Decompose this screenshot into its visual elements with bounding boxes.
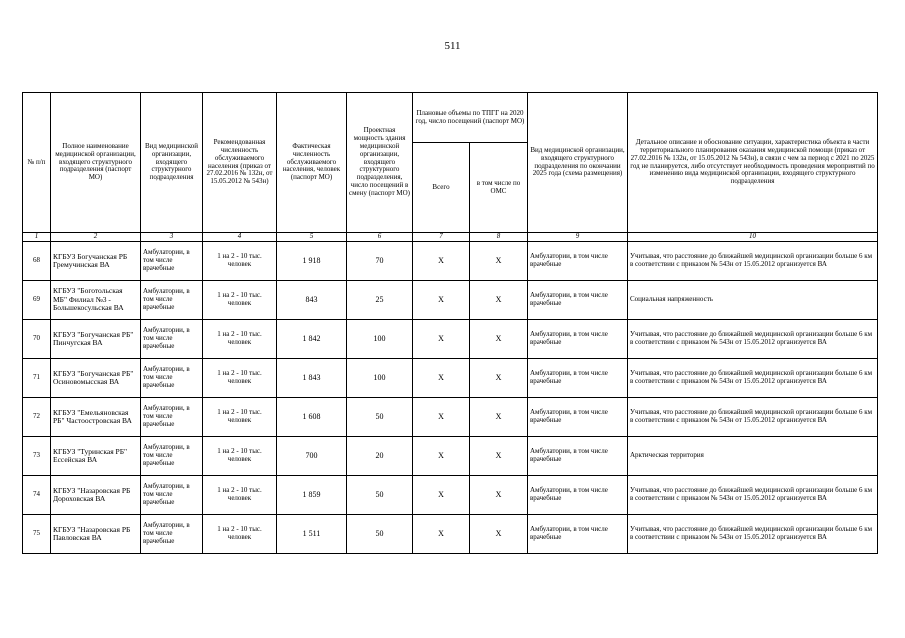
column-index: 5 (277, 233, 347, 242)
cell-actual: 1 842 (277, 320, 347, 359)
cell-description: Учитывая, что расстояние до ближайшей медицинской организации больше 6 км в соответствии с приказом № 543н от 15.05.2012 организуется ВА (628, 398, 878, 437)
cell-capacity: 50 (347, 476, 413, 515)
cell-kind: Амбулатории, в том числе врачебные (141, 242, 203, 281)
cell-recommended: 1 на 2 - 10 тыс. человек (203, 476, 277, 515)
cell-num: 68 (23, 242, 51, 281)
cell-recommended: 1 на 2 - 10 тыс. человек (203, 398, 277, 437)
cell-recommended: 1 на 2 - 10 тыс. человек (203, 281, 277, 320)
cell-description: Социальная напряженность (628, 281, 878, 320)
cell-description: Учитывая, что расстояние до ближайшей медицинской организации больше 6 км в соответствии с приказом № 543н от 15.05.2012 организуется ВА (628, 515, 878, 554)
cell-oms: X (470, 476, 528, 515)
cell-actual: 1 918 (277, 242, 347, 281)
cell-total: X (413, 398, 470, 437)
cell-kind: Амбулатории, в том числе врачебные (141, 515, 203, 554)
cell-total: X (413, 359, 470, 398)
organizations-table (22, 92, 878, 554)
cell-oms: X (470, 281, 528, 320)
cell-recommended: 1 на 2 - 10 тыс. человек (203, 320, 277, 359)
cell-kind-2025: Амбулатории, в том числе врачебные (528, 320, 628, 359)
cell-capacity: 70 (347, 242, 413, 281)
cell-recommended: 1 на 2 - 10 тыс. человек (203, 515, 277, 554)
column-index: 10 (628, 233, 878, 242)
cell-recommended: 1 на 2 - 10 тыс. человек (203, 242, 277, 281)
cell-name: КГБУЗ "Емельяновская РБ" Частоостровская ВА (51, 398, 141, 437)
cell-description: Учитывая, что расстояние до ближайшей медицинской организации больше 6 км в соответствии с приказом № 543н от 15.05.2012 организуется ВА (628, 320, 878, 359)
cell-description: Учитывая, что расстояние до ближайшей медицинской организации больше 6 км в соответствии с приказом № 543н от 15.05.2012 организуется ВА (628, 242, 878, 281)
cell-actual: 843 (277, 281, 347, 320)
cell-capacity: 50 (347, 515, 413, 554)
cell-total: X (413, 281, 470, 320)
table-row (23, 242, 878, 281)
cell-num: 71 (23, 359, 51, 398)
cell-total: X (413, 515, 470, 554)
cell-recommended: 1 на 2 - 10 тыс. человек (203, 359, 277, 398)
table-row (23, 476, 878, 515)
cell-name: КГБУЗ "Богучанская РБ" Осиновомысская ВА (51, 359, 141, 398)
cell-capacity: 20 (347, 437, 413, 476)
header-recommended: Рекомендованная численность обслуживаемого населения (приказ от 27.02.2016 № 132н, от 15.05.2012 № 543н) (203, 93, 277, 233)
cell-oms: X (470, 398, 528, 437)
cell-kind: Амбулатории, в том числе врачебные (141, 281, 203, 320)
header-name: Полное наименование медицинской организации, входящего структурного подразделения (паспорт МО) (51, 93, 141, 233)
cell-kind-2025: Амбулатории, в том числе врачебные (528, 437, 628, 476)
cell-oms: X (470, 437, 528, 476)
cell-kind-2025: Амбулатории, в том числе врачебные (528, 281, 628, 320)
cell-capacity: 25 (347, 281, 413, 320)
cell-kind-2025: Амбулатории, в том числе врачебные (528, 476, 628, 515)
cell-kind: Амбулатории, в том числе врачебные (141, 320, 203, 359)
table-row (23, 281, 878, 320)
column-index: 1 (23, 233, 51, 242)
column-index: 2 (51, 233, 141, 242)
cell-num: 70 (23, 320, 51, 359)
column-index: 8 (470, 233, 528, 242)
cell-capacity: 100 (347, 359, 413, 398)
cell-total: X (413, 437, 470, 476)
cell-name: КГБУЗ "Боготольская МБ" Филиал №3 - Большекосульская ВА (51, 281, 141, 320)
cell-name: КГБУЗ "Назаровская РБ Павловская ВА (51, 515, 141, 554)
header-capacity: Проектная мощность здания медицинской организации, входящего структурного подразделения, число посещений в смену (паспорт МО) (347, 93, 413, 233)
cell-num: 69 (23, 281, 51, 320)
table-row (23, 515, 878, 554)
table-row (23, 398, 878, 437)
cell-total: X (413, 476, 470, 515)
cell-kind: Амбулатории, в том числе врачебные (141, 476, 203, 515)
page-number: 511 (444, 40, 461, 52)
header-kind: Вид медицинской организации, входящего структурного подразделения (141, 93, 203, 233)
cell-description: Арктическая территория (628, 437, 878, 476)
header-description: Детальное описание и обоснование ситуации, характеристика объекта в части территориального планирования оказания медицинской помощи (приказ от 27.02.2016 № 132н, от 15.05.2012 № 543н), в связи с чем за период с 2021 по 2025 год не планируется, либо отсутствует необходимость проведения мероприятий по изменению вида медицинской организации, входящего структурного подразделения (628, 93, 878, 233)
cell-actual: 1 843 (277, 359, 347, 398)
cell-kind-2025: Амбулатории, в том числе врачебные (528, 359, 628, 398)
cell-kind: Амбулатории, в том числе врачебные (141, 398, 203, 437)
column-index: 3 (141, 233, 203, 242)
column-index: 7 (413, 233, 470, 242)
cell-actual: 1 511 (277, 515, 347, 554)
cell-oms: X (470, 515, 528, 554)
cell-kind: Амбулатории, в том числе врачебные (141, 359, 203, 398)
cell-kind: Амбулатории, в том числе врачебные (141, 437, 203, 476)
cell-oms: X (470, 242, 528, 281)
cell-description: Учитывая, что расстояние до ближайшей медицинской организации больше 6 км в соответствии с приказом № 543н от 15.05.2012 организуется ВА (628, 476, 878, 515)
cell-kind-2025: Амбулатории, в том числе врачебные (528, 242, 628, 281)
table-row (23, 359, 878, 398)
cell-name: КГБУЗ "Богучанская РБ" Пинчугская ВА (51, 320, 141, 359)
column-index: 9 (528, 233, 628, 242)
cell-num: 74 (23, 476, 51, 515)
header-oms: в том числе по ОМС (470, 143, 528, 233)
cell-kind-2025: Амбулатории, в том числе врачебные (528, 515, 628, 554)
cell-actual: 1 608 (277, 398, 347, 437)
cell-num: 75 (23, 515, 51, 554)
header-total: Всего (413, 143, 470, 233)
column-index: 6 (347, 233, 413, 242)
cell-kind-2025: Амбулатории, в том числе врачебные (528, 398, 628, 437)
cell-num: 72 (23, 398, 51, 437)
column-index-row (23, 233, 878, 242)
header-num: № п/п (23, 93, 51, 233)
cell-name: КГБУЗ "Туринская РБ" Ессейская ВА (51, 437, 141, 476)
table-row (23, 437, 878, 476)
cell-capacity: 100 (347, 320, 413, 359)
cell-total: X (413, 242, 470, 281)
table-body (23, 242, 878, 554)
header-kind-2025: Вид медицинской организации, входящего структурного подразделения по окончании 2025 года (схема размещения) (528, 93, 628, 233)
header-planned: Плановые объемы по ТПГГ на 2020 год, число посещений (паспорт МО) (413, 93, 528, 143)
cell-name: КГБУЗ "Назаровская РБ Дороховская ВА (51, 476, 141, 515)
cell-oms: X (470, 320, 528, 359)
cell-capacity: 50 (347, 398, 413, 437)
cell-oms: X (470, 359, 528, 398)
cell-actual: 1 859 (277, 476, 347, 515)
header-actual: Фактическая численность обслуживаемого населения, человек (паспорт МО) (277, 93, 347, 233)
cell-recommended: 1 на 2 - 10 тыс. человек (203, 437, 277, 476)
cell-num: 73 (23, 437, 51, 476)
table-row (23, 320, 878, 359)
cell-name: КГБУЗ Богучанская РБ Гремучинская ВА (51, 242, 141, 281)
cell-description: Учитывая, что расстояние до ближайшей медицинской организации больше 6 км в соответствии с приказом № 543н от 15.05.2012 организуется ВА (628, 359, 878, 398)
cell-total: X (413, 320, 470, 359)
column-index: 4 (203, 233, 277, 242)
cell-actual: 700 (277, 437, 347, 476)
